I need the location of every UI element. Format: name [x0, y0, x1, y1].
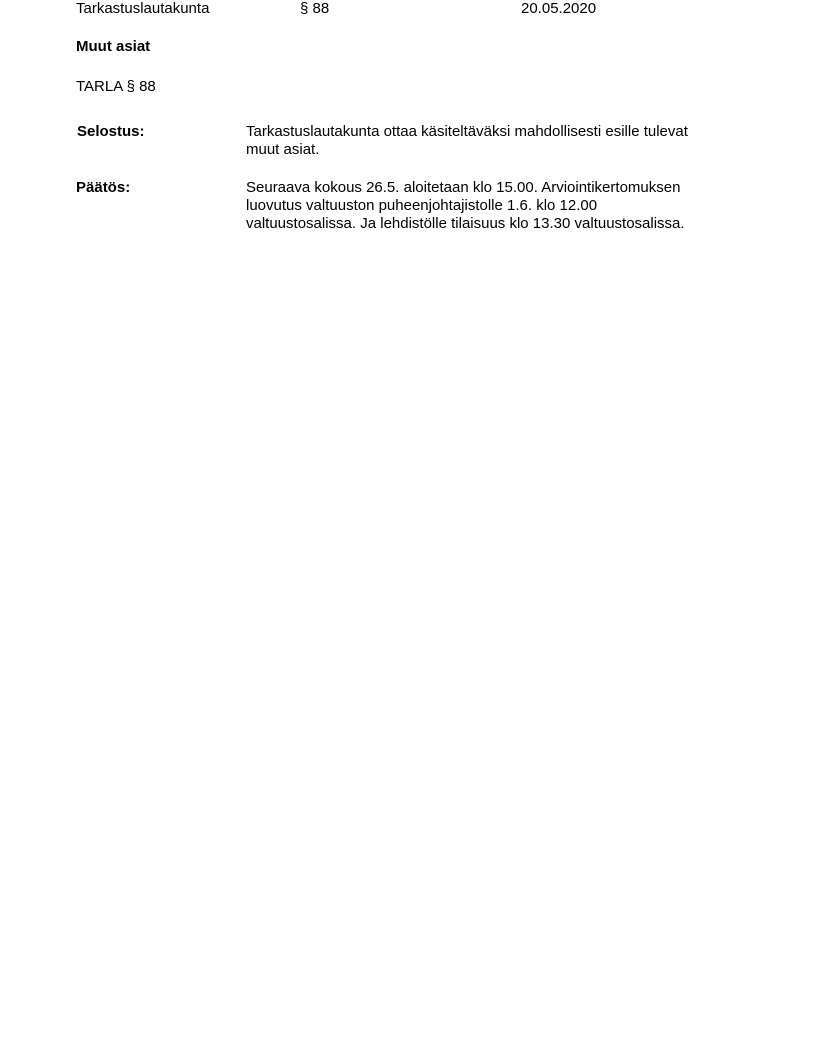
paatos-label: Päätös:: [76, 179, 131, 196]
document-reference: TARLA § 88: [76, 78, 156, 95]
paatos-line: luovutus valtuuston puheenjohtajistolle 1.6. klo 12.00: [246, 197, 598, 214]
paatos-line: valtuustosalissa. Ja lehdistölle tilaisuus klo 13.30 valtuustosalissa.: [246, 215, 685, 232]
organization-name: Tarkastuslautakunta: [76, 0, 210, 17]
paatos-line: Seuraava kokous 26.5. aloitetaan klo 15.00. Arviointikertomuksen: [246, 179, 681, 196]
meeting-date: 20.05.2020: [521, 0, 597, 17]
section-number: § 88: [300, 0, 330, 17]
selostus-text: [246, 123, 736, 159]
selostus-line: Tarkastuslautakunta ottaa käsiteltäväksi mahdollisesti esille tulevat: [246, 123, 688, 140]
document-title: Muut asiat: [76, 38, 151, 55]
selostus-line: muut asiat.: [246, 141, 320, 158]
document-header: [0, 0, 816, 20]
selostus-label: Selostus:: [77, 123, 145, 140]
paatos-text: [246, 179, 736, 233]
